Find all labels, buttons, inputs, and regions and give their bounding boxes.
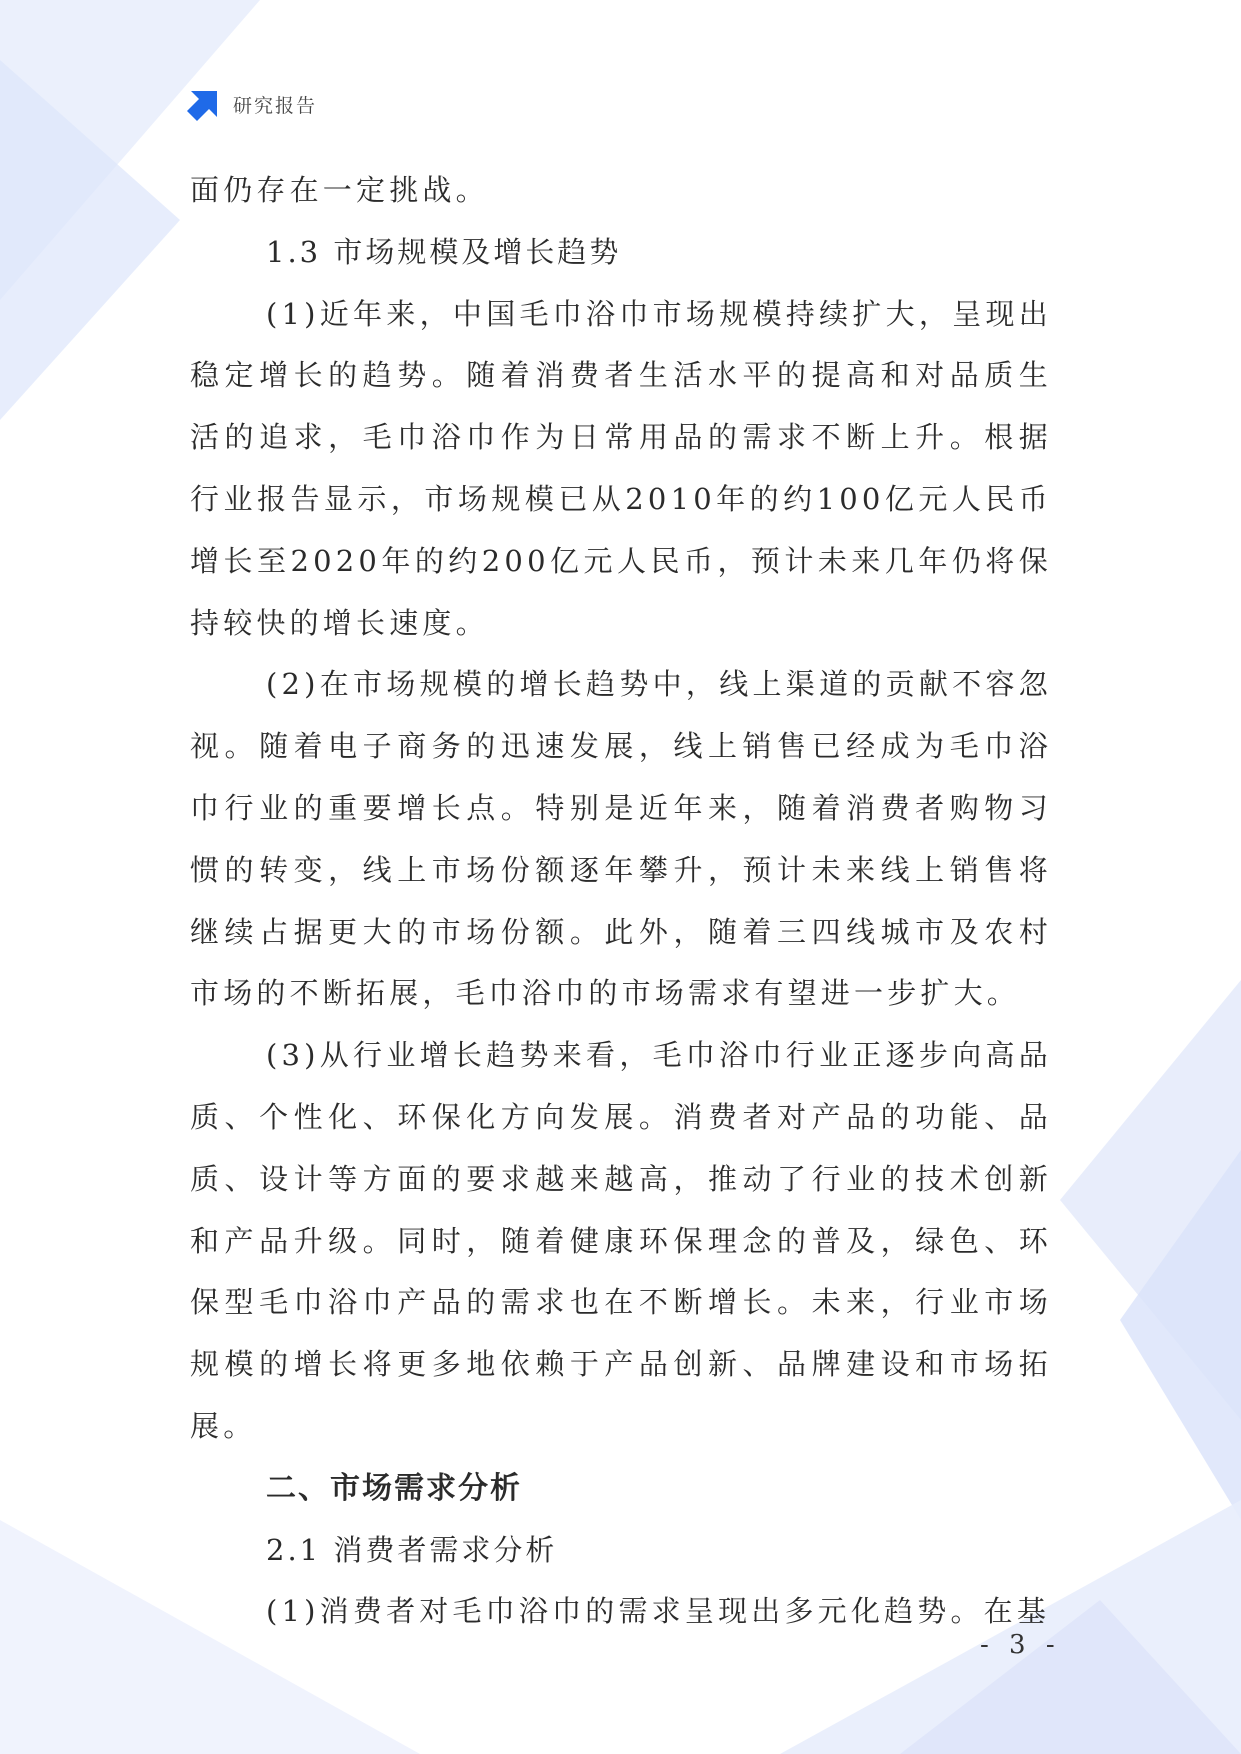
section-heading-2-1: 2.1 消费者需求分析 (266, 1532, 558, 1567)
paragraph-1: (1)近年来，中国毛巾浴巾市场规模持续扩大，呈现出稳定增长的趋势。随着消费者生活水平的提高和对品质生活的追求，毛巾浴巾作为日常用品的需求不断上升。根据行业报告显示，市场规模已从2010年的约100亿元人民币增长至2020年的约200亿元人民币，预计未来几年仍将保持较快的增长速度。 (190, 296, 1052, 640)
arrow-logo-icon (187, 87, 221, 121)
paragraph-3: (3)从行业增长趋势来看，毛巾浴巾行业正逐步向高品质、个性化、环保化方向发展。消费者对产品的功能、品质、设计等方面的要求越来越高，推动了行业的技术创新和产品升级。同时，随着健康环保理念的普及，绿色、环保型毛巾浴巾产品的需求也在不断增长。未来，行业市场规模的增长将更多地依赖于产品创新、品牌建设和市场拓展。 (190, 1038, 1052, 1443)
paragraph-2: (2)在市场规模的增长趋势中，线上渠道的贡献不容忽视。随着电子商务的迅速发展，线上销售已经成为毛巾浴巾行业的重要增长点。特别是近年来，随着消费者购物习惯的转变，线上市场份额逐年攀升，预计未来线上销售将继续占据更大的市场份额。此外，随着三四线城市及农村市场的不断拓展，毛巾浴巾的市场需求有望进一步扩大。 (190, 667, 1052, 1011)
report-header (187, 86, 317, 122)
section-heading-1-3: 1.3 市场规模及增长趋势 (266, 234, 622, 269)
lead-paragraph: 面仍存在一定挑战。 (190, 173, 489, 207)
paragraph-4: (1)消费者对毛巾浴巾的需求呈现出多元化趋势。在基 (266, 1594, 1051, 1629)
document-body (190, 160, 1052, 1643)
header-title: 研究报告 (233, 94, 318, 117)
page-number: - 3 - (980, 1630, 1061, 1660)
chapter-heading-2: 二、市场需求分析 (266, 1470, 522, 1506)
